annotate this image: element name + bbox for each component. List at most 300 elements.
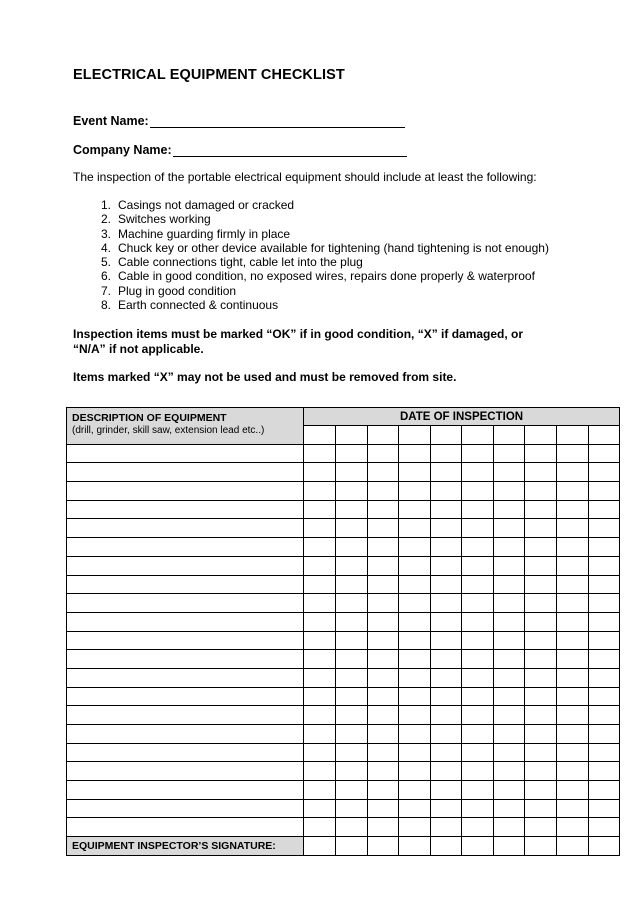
table-row <box>67 799 620 818</box>
table-row <box>67 556 620 575</box>
equipment-description-cell[interactable] <box>67 799 304 818</box>
inspection-mark-cell[interactable] <box>431 444 462 463</box>
inspection-mark-cell[interactable] <box>589 463 620 482</box>
inspection-mark-cell[interactable] <box>399 762 431 781</box>
inspection-mark-cell[interactable] <box>304 463 336 482</box>
inspection-table <box>66 407 620 856</box>
inspection-mark-cell[interactable] <box>557 650 589 669</box>
inspection-mark-cell[interactable] <box>368 631 399 650</box>
inspection-mark-cell[interactable] <box>589 781 620 800</box>
inspection-mark-cell[interactable] <box>304 799 336 818</box>
table-row <box>67 463 620 482</box>
inspection-mark-cell[interactable] <box>336 482 368 501</box>
inspection-mark-cell[interactable] <box>431 725 462 744</box>
checklist-item <box>73 212 549 226</box>
equipment-description-cell[interactable] <box>67 538 304 557</box>
inspection-mark-cell[interactable] <box>431 500 462 519</box>
inspection-mark-cell[interactable] <box>368 650 399 669</box>
inspection-mark-cell[interactable] <box>336 650 368 669</box>
inspection-mark-cell[interactable] <box>368 538 399 557</box>
inspection-mark-cell[interactable] <box>557 799 589 818</box>
equipment-description-cell[interactable] <box>67 631 304 650</box>
checklist-item-text: Cable connections tight, cable let into the plug <box>118 255 363 270</box>
inspection-mark-cell[interactable] <box>368 687 399 706</box>
inspection-mark-cell[interactable] <box>399 687 431 706</box>
inspection-mark-cell[interactable] <box>368 725 399 744</box>
company-name-line[interactable] <box>173 144 407 157</box>
inspection-mark-cell[interactable] <box>399 500 431 519</box>
inspection-mark-cell[interactable] <box>399 706 431 725</box>
inspection-mark-cell[interactable] <box>525 500 557 519</box>
equipment-description-cell[interactable] <box>67 781 304 800</box>
equipment-description-cell[interactable] <box>67 668 304 687</box>
inspection-mark-cell[interactable] <box>525 556 557 575</box>
inspection-mark-cell[interactable] <box>494 781 525 800</box>
checklist-item-number: 2. <box>100 212 111 227</box>
inspection-mark-cell[interactable] <box>304 762 336 781</box>
date-of-inspection-header: DATE OF INSPECTION <box>304 408 620 426</box>
inspection-mark-cell[interactable] <box>557 538 589 557</box>
inspection-mark-cell[interactable] <box>494 482 525 501</box>
equipment-description-cell[interactable] <box>67 463 304 482</box>
inspection-mark-cell[interactable] <box>368 818 399 837</box>
equipment-description-cell[interactable] <box>67 762 304 781</box>
equipment-description-cell[interactable] <box>67 818 304 837</box>
inspection-mark-cell[interactable] <box>494 799 525 818</box>
table-row <box>67 500 620 519</box>
inspection-mark-cell[interactable] <box>368 668 399 687</box>
inspection-mark-cell[interactable] <box>494 631 525 650</box>
inspection-mark-cell[interactable] <box>462 594 494 613</box>
inspection-mark-cell[interactable] <box>399 799 431 818</box>
inspection-mark-cell[interactable] <box>336 538 368 557</box>
table-row <box>67 594 620 613</box>
date-entry-cell[interactable] <box>431 426 462 445</box>
table-row <box>67 631 620 650</box>
removal-warning: Items marked “X” may not be used and must be removed from site. <box>73 370 457 384</box>
date-entry-cell[interactable] <box>336 426 368 445</box>
inspection-mark-cell[interactable] <box>399 444 431 463</box>
inspection-mark-cell[interactable] <box>431 668 462 687</box>
inspection-mark-cell[interactable] <box>525 706 557 725</box>
inspection-mark-cell[interactable] <box>462 799 494 818</box>
inspection-mark-cell[interactable] <box>399 594 431 613</box>
checklist-item-text: Cable in good condition, no exposed wires, repairs done properly & waterproof <box>118 269 535 284</box>
date-entry-cell[interactable] <box>525 426 557 445</box>
inspection-mark-cell[interactable] <box>557 762 589 781</box>
inspection-mark-cell[interactable] <box>399 575 431 594</box>
inspection-mark-cell[interactable] <box>525 575 557 594</box>
inspection-mark-cell[interactable] <box>431 706 462 725</box>
inspection-mark-cell[interactable] <box>368 781 399 800</box>
inspection-mark-cell[interactable] <box>336 594 368 613</box>
inspection-mark-cell[interactable] <box>462 668 494 687</box>
checklist-item <box>73 241 549 255</box>
inspection-mark-cell[interactable] <box>462 781 494 800</box>
inspection-mark-cell[interactable] <box>462 631 494 650</box>
equipment-description-cell[interactable] <box>67 725 304 744</box>
inspection-mark-cell[interactable] <box>589 799 620 818</box>
equipment-description-cell[interactable] <box>67 575 304 594</box>
inspection-mark-cell[interactable] <box>304 668 336 687</box>
signature-cell[interactable] <box>525 837 557 856</box>
equipment-description-cell[interactable] <box>67 650 304 669</box>
inspection-mark-cell[interactable] <box>462 575 494 594</box>
inspection-mark-cell[interactable] <box>494 500 525 519</box>
inspection-mark-cell[interactable] <box>525 482 557 501</box>
inspection-mark-cell[interactable] <box>557 725 589 744</box>
date-entry-cell[interactable] <box>304 426 336 445</box>
checklist-item-number: 4. <box>100 240 111 255</box>
signature-cell[interactable] <box>494 837 525 856</box>
checklist-item-number: 7. <box>100 283 111 298</box>
signature-cell[interactable] <box>368 837 399 856</box>
inspection-mark-cell[interactable] <box>399 743 431 762</box>
inspection-mark-cell[interactable] <box>336 687 368 706</box>
inspection-mark-cell[interactable] <box>336 762 368 781</box>
inspection-mark-cell[interactable] <box>589 631 620 650</box>
inspection-mark-cell[interactable] <box>557 519 589 538</box>
equipment-description-cell[interactable] <box>67 612 304 631</box>
inspection-mark-cell[interactable] <box>589 612 620 631</box>
inspection-mark-cell[interactable] <box>399 818 431 837</box>
inspection-mark-cell[interactable] <box>494 650 525 669</box>
inspection-mark-cell[interactable] <box>304 519 336 538</box>
table-row <box>67 482 620 501</box>
inspection-mark-cell[interactable] <box>399 650 431 669</box>
inspection-mark-cell[interactable] <box>399 538 431 557</box>
checklist-item-text: Plug in good condition <box>118 283 237 298</box>
inspection-mark-cell[interactable] <box>431 594 462 613</box>
inspection-mark-cell[interactable] <box>557 482 589 501</box>
inspection-mark-cell[interactable] <box>336 519 368 538</box>
inspection-mark-cell[interactable] <box>368 612 399 631</box>
inspection-mark-cell[interactable] <box>494 519 525 538</box>
inspection-mark-cell[interactable] <box>399 463 431 482</box>
inspection-mark-cell[interactable] <box>525 668 557 687</box>
event-name-field[interactable] <box>73 114 405 128</box>
inspection-mark-cell[interactable] <box>589 594 620 613</box>
inspection-mark-cell[interactable] <box>336 799 368 818</box>
inspection-mark-cell[interactable] <box>462 444 494 463</box>
inspection-mark-cell[interactable] <box>589 668 620 687</box>
inspection-mark-cell[interactable] <box>304 500 336 519</box>
inspection-mark-cell[interactable] <box>368 594 399 613</box>
inspection-mark-cell[interactable] <box>462 706 494 725</box>
inspection-mark-cell[interactable] <box>462 612 494 631</box>
inspection-mark-cell[interactable] <box>525 781 557 800</box>
checklist-item-text: Switches working <box>118 212 211 227</box>
inspection-mark-cell[interactable] <box>494 743 525 762</box>
inspection-mark-cell[interactable] <box>336 631 368 650</box>
signature-cell[interactable] <box>304 837 336 856</box>
inspection-mark-cell[interactable] <box>399 519 431 538</box>
inspection-mark-cell[interactable] <box>336 706 368 725</box>
inspection-mark-cell[interactable] <box>494 762 525 781</box>
inspection-mark-cell[interactable] <box>494 687 525 706</box>
signature-cell[interactable] <box>589 837 620 856</box>
inspection-mark-cell[interactable] <box>431 538 462 557</box>
inspection-mark-cell[interactable] <box>368 482 399 501</box>
event-name-label: Event Name: <box>73 114 149 128</box>
inspection-mark-cell[interactable] <box>431 687 462 706</box>
inspection-mark-cell[interactable] <box>304 781 336 800</box>
table-row <box>67 762 620 781</box>
inspection-mark-cell[interactable] <box>589 482 620 501</box>
date-entry-cell[interactable] <box>557 426 589 445</box>
inspection-mark-cell[interactable] <box>399 668 431 687</box>
inspection-mark-cell[interactable] <box>525 538 557 557</box>
inspection-mark-cell[interactable] <box>368 799 399 818</box>
document-title: ELECTRICAL EQUIPMENT CHECKLIST <box>73 67 345 83</box>
inspection-mark-cell[interactable] <box>525 650 557 669</box>
inspection-mark-cell[interactable] <box>304 725 336 744</box>
inspection-mark-cell[interactable] <box>336 781 368 800</box>
table-row <box>67 781 620 800</box>
description-subheader: (drill, grinder, skill saw, extension lead etc..) <box>72 425 265 436</box>
equipment-description-cell[interactable] <box>67 444 304 463</box>
inspection-mark-cell[interactable] <box>399 482 431 501</box>
inspection-mark-cell[interactable] <box>462 463 494 482</box>
inspection-mark-cell[interactable] <box>304 575 336 594</box>
inspection-mark-cell[interactable] <box>557 781 589 800</box>
inspection-mark-cell[interactable] <box>557 668 589 687</box>
inspection-mark-cell[interactable] <box>304 612 336 631</box>
inspection-mark-cell[interactable] <box>431 612 462 631</box>
inspection-mark-cell[interactable] <box>431 631 462 650</box>
inspection-mark-cell[interactable] <box>336 575 368 594</box>
inspection-mark-cell[interactable] <box>336 743 368 762</box>
table-row <box>67 725 620 744</box>
inspection-mark-cell[interactable] <box>557 631 589 650</box>
inspection-mark-cell[interactable] <box>368 463 399 482</box>
inspection-mark-cell[interactable] <box>304 444 336 463</box>
inspection-mark-cell[interactable] <box>557 444 589 463</box>
checklist-item <box>73 298 549 312</box>
inspection-mark-cell[interactable] <box>525 444 557 463</box>
inspection-mark-cell[interactable] <box>431 650 462 669</box>
company-name-label: Company Name: <box>73 143 172 157</box>
inspection-mark-cell[interactable] <box>304 743 336 762</box>
inspection-mark-cell[interactable] <box>462 818 494 837</box>
inspection-mark-cell[interactable] <box>431 799 462 818</box>
inspection-mark-cell[interactable] <box>368 500 399 519</box>
inspection-mark-cell[interactable] <box>368 519 399 538</box>
table-row <box>67 687 620 706</box>
inspection-mark-cell[interactable] <box>494 725 525 744</box>
inspection-mark-cell[interactable] <box>462 743 494 762</box>
checklist-item-number: 1. <box>100 198 111 212</box>
inspection-mark-cell[interactable] <box>368 706 399 725</box>
signature-cell[interactable] <box>462 837 494 856</box>
equipment-description-cell[interactable] <box>67 500 304 519</box>
inspection-mark-cell[interactable] <box>589 762 620 781</box>
inspection-mark-cell[interactable] <box>525 725 557 744</box>
equipment-description-cell[interactable] <box>67 519 304 538</box>
date-entry-cell[interactable] <box>368 426 399 445</box>
checklist-item <box>73 198 549 212</box>
inspection-mark-cell[interactable] <box>589 818 620 837</box>
inspection-mark-cell[interactable] <box>525 818 557 837</box>
inspection-mark-cell[interactable] <box>557 594 589 613</box>
inspection-mark-cell[interactable] <box>557 687 589 706</box>
inspection-mark-cell[interactable] <box>525 463 557 482</box>
inspection-mark-cell[interactable] <box>589 444 620 463</box>
date-entry-cell[interactable] <box>462 426 494 445</box>
event-name-line[interactable] <box>150 115 405 128</box>
inspection-mark-cell[interactable] <box>336 444 368 463</box>
inspection-mark-cell[interactable] <box>494 818 525 837</box>
inspection-mark-cell[interactable] <box>462 500 494 519</box>
table-row <box>67 519 620 538</box>
inspection-mark-cell[interactable] <box>462 687 494 706</box>
inspection-mark-cell[interactable] <box>589 556 620 575</box>
inspection-mark-cell[interactable] <box>304 482 336 501</box>
inspection-mark-cell[interactable] <box>494 594 525 613</box>
date-entry-cell[interactable] <box>399 426 431 445</box>
inspection-mark-cell[interactable] <box>557 706 589 725</box>
table-row <box>67 612 620 631</box>
inspection-mark-cell[interactable] <box>336 556 368 575</box>
inspection-mark-cell[interactable] <box>589 538 620 557</box>
inspection-mark-cell[interactable] <box>431 781 462 800</box>
inspection-mark-cell[interactable] <box>589 743 620 762</box>
table-row <box>67 743 620 762</box>
inspection-mark-cell[interactable] <box>462 519 494 538</box>
inspection-mark-cell[interactable] <box>557 818 589 837</box>
inspection-mark-cell[interactable] <box>336 500 368 519</box>
inspection-mark-cell[interactable] <box>431 482 462 501</box>
inspection-mark-cell[interactable] <box>431 818 462 837</box>
signature-cell[interactable] <box>557 837 589 856</box>
checklist-item-text: Earth connected & continuous <box>118 298 279 313</box>
inspection-mark-cell[interactable] <box>589 650 620 669</box>
inspection-mark-cell[interactable] <box>589 500 620 519</box>
inspection-mark-cell[interactable] <box>494 556 525 575</box>
inspection-mark-cell[interactable] <box>494 444 525 463</box>
inspection-mark-cell[interactable] <box>304 706 336 725</box>
inspection-mark-cell[interactable] <box>399 725 431 744</box>
inspection-mark-cell[interactable] <box>336 463 368 482</box>
inspection-mark-cell[interactable] <box>431 463 462 482</box>
inspection-mark-cell[interactable] <box>525 519 557 538</box>
signature-cell[interactable] <box>336 837 368 856</box>
inspection-mark-cell[interactable] <box>589 575 620 594</box>
inspection-mark-cell[interactable] <box>431 519 462 538</box>
inspection-mark-cell[interactable] <box>557 556 589 575</box>
checklist-item-text: Casings not damaged or cracked <box>118 198 295 212</box>
inspection-mark-cell[interactable] <box>462 482 494 501</box>
inspection-mark-cell[interactable] <box>525 762 557 781</box>
inspection-mark-cell[interactable] <box>368 743 399 762</box>
inspection-mark-cell[interactable] <box>557 612 589 631</box>
checklist-item <box>73 255 549 269</box>
equipment-description-cell[interactable] <box>67 706 304 725</box>
inspection-mark-cell[interactable] <box>462 762 494 781</box>
inspection-mark-cell[interactable] <box>431 556 462 575</box>
equipment-description-cell[interactable] <box>67 556 304 575</box>
inspection-mark-cell[interactable] <box>557 575 589 594</box>
inspection-mark-cell[interactable] <box>304 538 336 557</box>
inspection-mark-cell[interactable] <box>399 781 431 800</box>
inspection-mark-cell[interactable] <box>525 799 557 818</box>
inspection-mark-cell[interactable] <box>304 687 336 706</box>
inspection-mark-cell[interactable] <box>336 818 368 837</box>
table-row <box>67 818 620 837</box>
table-row <box>67 575 620 594</box>
inspection-mark-cell[interactable] <box>525 594 557 613</box>
inspection-mark-cell[interactable] <box>589 725 620 744</box>
date-entry-cell[interactable] <box>494 426 525 445</box>
description-header-cell <box>67 408 304 445</box>
inspection-mark-cell[interactable] <box>462 556 494 575</box>
inspection-mark-cell[interactable] <box>399 556 431 575</box>
inspection-mark-cell[interactable] <box>525 743 557 762</box>
inspector-signature-label: EQUIPMENT INSPECTOR’S SIGNATURE: <box>67 837 304 856</box>
table-row <box>67 538 620 557</box>
date-entry-cell[interactable] <box>589 426 620 445</box>
inspection-mark-cell[interactable] <box>462 650 494 669</box>
inspection-mark-cell[interactable] <box>557 743 589 762</box>
inspection-mark-cell[interactable] <box>494 668 525 687</box>
inspection-mark-cell[interactable] <box>494 463 525 482</box>
intro-text: The inspection of the portable electrical equipment should include at least the following: <box>73 170 537 184</box>
inspection-mark-cell[interactable] <box>525 687 557 706</box>
inspection-mark-cell[interactable] <box>368 444 399 463</box>
inspection-mark-cell[interactable] <box>589 706 620 725</box>
equipment-description-cell[interactable] <box>67 687 304 706</box>
inspection-mark-cell[interactable] <box>304 631 336 650</box>
inspection-mark-cell[interactable] <box>431 762 462 781</box>
equipment-description-cell[interactable] <box>67 594 304 613</box>
inspection-mark-cell[interactable] <box>304 818 336 837</box>
inspection-mark-cell[interactable] <box>462 538 494 557</box>
equipment-description-cell[interactable] <box>67 482 304 501</box>
inspection-mark-cell[interactable] <box>304 594 336 613</box>
inspection-mark-cell[interactable] <box>304 556 336 575</box>
inspection-mark-cell[interactable] <box>494 575 525 594</box>
signature-cell[interactable] <box>399 837 431 856</box>
inspection-mark-cell[interactable] <box>589 687 620 706</box>
inspection-mark-cell[interactable] <box>399 631 431 650</box>
inspection-checklist <box>73 198 549 312</box>
inspection-mark-cell[interactable] <box>525 631 557 650</box>
inspection-mark-cell[interactable] <box>368 556 399 575</box>
inspection-mark-cell[interactable] <box>399 612 431 631</box>
inspection-mark-cell[interactable] <box>304 650 336 669</box>
checklist-item-text: Chuck key or other device available for tightening (hand tightening is not enough) <box>118 240 549 255</box>
inspection-mark-cell[interactable] <box>462 725 494 744</box>
inspection-mark-cell[interactable] <box>494 612 525 631</box>
equipment-description-cell[interactable] <box>67 743 304 762</box>
inspection-mark-cell[interactable] <box>557 463 589 482</box>
inspection-mark-cell[interactable] <box>336 612 368 631</box>
signature-cell[interactable] <box>431 837 462 856</box>
inspection-mark-cell[interactable] <box>368 762 399 781</box>
inspection-mark-cell[interactable] <box>368 575 399 594</box>
inspection-mark-cell[interactable] <box>525 612 557 631</box>
inspection-mark-cell[interactable] <box>494 538 525 557</box>
inspection-mark-cell[interactable] <box>589 519 620 538</box>
inspection-mark-cell[interactable] <box>336 668 368 687</box>
checklist-item-number: 5. <box>100 255 111 270</box>
inspection-mark-cell[interactable] <box>494 706 525 725</box>
inspection-mark-cell[interactable] <box>431 743 462 762</box>
inspection-mark-cell[interactable] <box>431 575 462 594</box>
inspection-mark-cell[interactable] <box>336 725 368 744</box>
company-name-field[interactable] <box>73 143 407 157</box>
inspection-mark-cell[interactable] <box>557 500 589 519</box>
